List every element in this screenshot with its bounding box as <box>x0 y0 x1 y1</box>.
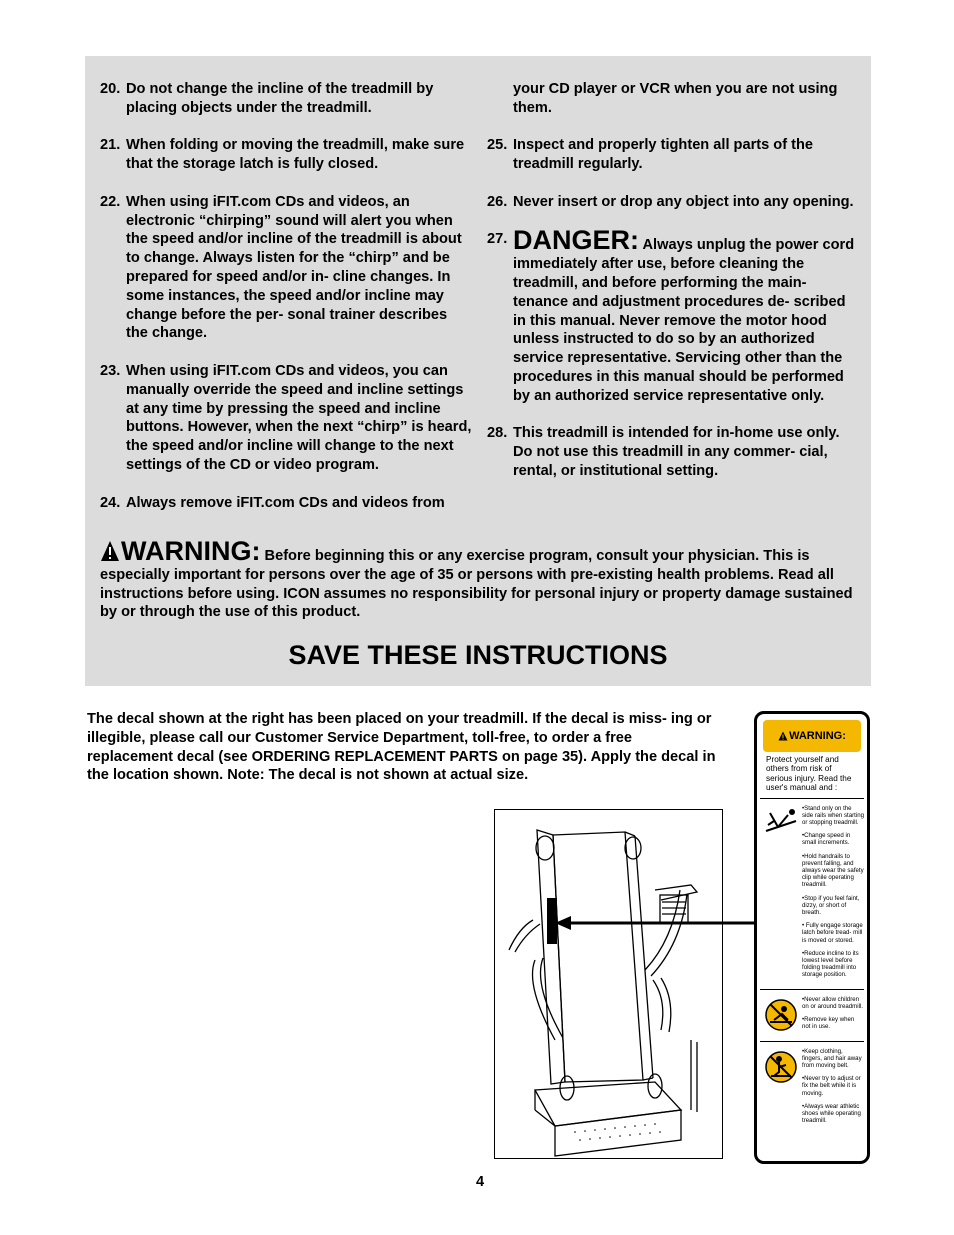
decal-rule: •Keep clothing, fingers, and hair away from moving belt. <box>802 1047 862 1069</box>
page-number: 4 <box>475 1174 485 1190</box>
decal-rule: •Hold handrails to prevent falling, and always wear the safety clip while operating treadmill. <box>802 852 864 889</box>
decal-rule: •Reduce incline to its lowest level before folding treadmill into storage position. <box>802 949 859 979</box>
list-item <box>100 494 472 513</box>
left-column <box>100 80 472 531</box>
item-text: When using iFIT.com CDs and videos, you can manually override the speed and incline settings at any time by pressing the speed and incline buttons. However, when the next “chirp” is heard, the speed and/or incline will change to the next settings of the CD or video program. <box>126 362 472 473</box>
no-children-icon <box>764 998 798 1032</box>
treadmill-illustration <box>495 810 721 1157</box>
warning-decal <box>754 711 870 1164</box>
item-number: 20. <box>100 81 121 97</box>
decal-rule: •Always wear athletic shoes while operating treadmill. <box>802 1102 861 1125</box>
warning-block <box>100 536 860 622</box>
danger-label: DANGER: <box>513 225 639 256</box>
warning-label: WARNING: <box>121 536 261 566</box>
decal-rule: • Fully engage storage latch before tread- mill is moved or stored. <box>802 922 863 944</box>
decal-protect-text: Protect yourself and others from risk of serious injury. Read the user's manual and : <box>760 752 864 799</box>
decal-rule: •Never try to adjust or fix the belt while it is moving. <box>802 1075 861 1097</box>
save-instructions-title: SAVE THESE INSTRUCTIONS <box>288 640 668 670</box>
decal-header-label: WARNING: <box>789 730 846 742</box>
item-number: 21. <box>100 137 121 154</box>
item-text: When using iFIT.com CDs and videos, an electronic “chirping” sound will alert you when the speed and/or incline of the treadmill is about to change. Always listen for the “chirp” and be prepared for speed and/or in- cline changes. In some instances, the speed and/or incline may change before the per- sonal trainer describes the change. <box>126 193 462 342</box>
decal-rule: •Stop if you feel faint, dizzy, or short of breath. <box>802 894 860 917</box>
item-text: Inspect and properly tighten all parts of the treadmill regularly. <box>513 137 814 173</box>
warning-triangle-icon <box>778 731 788 741</box>
decal-rule: •Change speed in small increments. <box>802 832 851 847</box>
item-number: 28. <box>487 425 508 442</box>
decal-header <box>763 720 861 752</box>
item-number: 27. <box>487 231 508 248</box>
right-column <box>487 80 859 500</box>
item-text: Never insert or drop any object into any opening. <box>513 193 854 210</box>
item-number: 25. <box>487 137 508 154</box>
decal-rule: •Remove key when not in use. <box>802 1016 855 1031</box>
item-number: 26. <box>487 193 508 210</box>
list-item <box>100 80 472 118</box>
list-item <box>487 193 859 212</box>
item-text: Do not change the incline of the treadmill by placing objects under the treadmill. <box>126 81 434 116</box>
decal-section <box>760 799 864 990</box>
item-text: This treadmill is intended for in-home use only. Do not use this treadmill in any commer- cial, rental, or institutional setting. <box>513 425 840 479</box>
item-text: Always remove iFIT.com CDs and videos from <box>126 494 445 511</box>
decal-section <box>760 990 864 1042</box>
list-item <box>100 193 472 343</box>
treadmill-diagram <box>494 809 723 1159</box>
item-continuation: your CD player or VCR when you are not using them. <box>513 81 838 116</box>
item-number: 23. <box>100 362 121 379</box>
warning-triangle-icon <box>100 540 120 562</box>
person-falling-icon <box>764 807 798 833</box>
item-number: 22. <box>100 193 121 210</box>
decal-rule: •Stand only on the side rails when starting or stopping treadmill. <box>802 804 864 827</box>
list-item <box>487 136 859 174</box>
item-text: When folding or moving the treadmill, make sure that the storage latch is fully closed. <box>126 137 465 173</box>
warning-text: Before beginning this or any exercise program, consult your physician. This is especially important for persons over the age of 35 or persons with pre-existing health problems. Read all instructions before using. ICON assumes no responsibility for personal injury or property damage sustained by or through the use of this product. <box>100 548 853 621</box>
decal-section <box>760 1042 864 1135</box>
list-item <box>100 362 472 475</box>
item-number: 24. <box>100 494 121 511</box>
decal-rule: •Never allow children on or around treadmill. <box>802 995 863 1010</box>
danger-text: Always unplug the power cord immediately after use, before cleaning the treadmill, and before performing the main- tenance and adjustment procedures de- scribed in this manual. Never remove the motor hood unless instructed to do so by an authorized service representative. Servicing other than the procedures in this manual should be performed by an authorized service representative only. <box>513 237 855 404</box>
decal-paragraph: The decal shown at the right has been placed on your treadmill. If the decal is miss- ing or illegible, please call our Customer Service Department, toll-free, to order a free replacement decal (see ORDERING REPLACEMENT PARTS on page 35). Apply the decal in the location shown. Note: The decal is not shown at actual size. <box>87 711 716 784</box>
list-item <box>487 424 859 480</box>
moving-belt-hazard-icon <box>764 1050 798 1084</box>
danger-item <box>487 225 859 405</box>
arrow-icon <box>555 913 755 933</box>
list-item <box>100 136 472 174</box>
